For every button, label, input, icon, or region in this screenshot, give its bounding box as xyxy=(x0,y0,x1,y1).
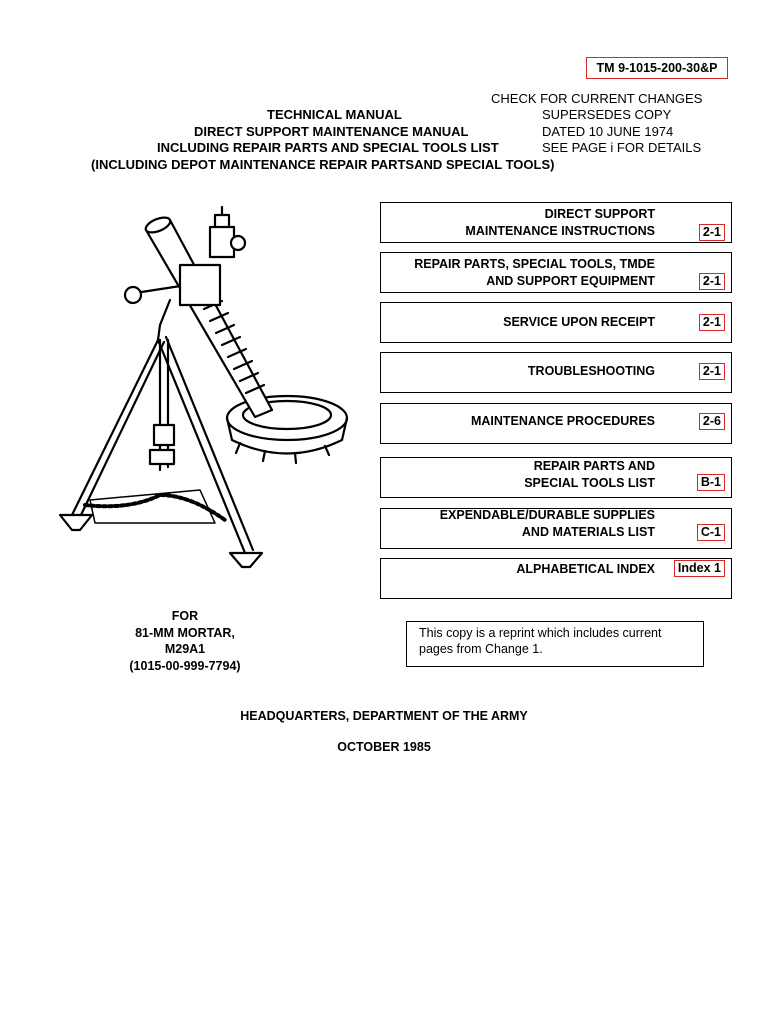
section-troubleshooting[interactable] xyxy=(380,352,732,393)
section-page-link[interactable]: B-1 xyxy=(697,474,725,491)
for-label: FOR xyxy=(171,609,199,623)
equipment-model: M29A1 xyxy=(164,642,206,656)
publication-date: OCTOBER 1985 xyxy=(337,740,431,754)
section-label-line-1: SERVICE UPON RECEIPT xyxy=(503,315,655,329)
section-page-link[interactable]: 2-6 xyxy=(699,413,725,430)
section-page-link[interactable]: Index 1 xyxy=(674,560,725,577)
supersedes-notice xyxy=(542,107,701,157)
section-label xyxy=(516,561,655,578)
section-label xyxy=(465,206,655,239)
section-label-line-1: EXPENDABLE/DURABLE SUPPLIES xyxy=(439,508,655,522)
section-page-link[interactable]: 2-1 xyxy=(699,314,725,331)
headquarters-line: HEADQUARTERS, DEPARTMENT OF THE ARMY xyxy=(240,709,528,723)
section-label-line-1: MAINTENANCE PROCEDURES xyxy=(470,414,655,428)
section-expendable-supplies[interactable] xyxy=(380,508,732,549)
section-label-line-2: AND MATERIALS LIST xyxy=(521,524,655,539)
mortar-illustration xyxy=(50,205,360,585)
section-label xyxy=(440,507,655,540)
section-label xyxy=(524,458,655,491)
see-page-line: SEE PAGE i FOR DETAILS xyxy=(542,140,702,155)
title-line-2: DIRECT SUPPORT MAINTENANCE MANUAL xyxy=(194,123,469,139)
supersedes-line: SUPERSEDES COPY xyxy=(542,107,672,122)
equipment-nsn: (1015-00-999-7794) xyxy=(129,658,241,673)
title-line-1: TECHNICAL MANUAL xyxy=(267,107,402,122)
section-service-upon-receipt[interactable] xyxy=(380,302,732,343)
section-label-line-1: REPAIR PARTS AND xyxy=(533,459,655,473)
section-repair-parts-list[interactable] xyxy=(380,457,732,498)
equipment-designation xyxy=(90,608,280,674)
section-direct-support[interactable] xyxy=(380,202,732,243)
section-label-line-2: MAINTENANCE INSTRUCTIONS xyxy=(465,223,655,238)
section-label xyxy=(471,413,655,430)
check-changes-notice: CHECK FOR CURRENT CHANGES xyxy=(491,91,703,106)
section-label-line-2: SPECIAL TOOLS LIST xyxy=(524,475,655,490)
dated-line: DATED 10 JUNE 1974 xyxy=(542,123,674,139)
section-alphabetical-index[interactable] xyxy=(380,558,732,599)
title-line-3: INCLUDING REPAIR PARTS AND SPECIAL TOOLS LIST xyxy=(157,140,499,155)
section-label xyxy=(503,314,655,331)
tm-number: TM 9-1015-200-30&P xyxy=(586,57,728,79)
reprint-note: This copy is a reprint which includes current pages from Change 1. xyxy=(406,621,704,667)
equipment-name: 81-MM MORTAR, xyxy=(135,625,235,640)
section-page-link[interactable]: 2-1 xyxy=(699,273,725,290)
section-page-link[interactable]: 2-1 xyxy=(699,224,725,241)
section-label xyxy=(414,256,655,289)
section-label-line-1: ALPHABETICAL INDEX xyxy=(516,562,655,576)
section-label xyxy=(528,363,655,380)
section-page-link[interactable]: 2-1 xyxy=(699,363,725,380)
section-maintenance-procedures[interactable] xyxy=(380,403,732,444)
section-label-line-1: DIRECT SUPPORT xyxy=(544,207,655,221)
section-label-line-2: AND SUPPORT EQUIPMENT xyxy=(486,273,655,288)
section-repair-parts-tmde[interactable] xyxy=(380,252,732,293)
section-label-line-1: TROUBLESHOOTING xyxy=(527,364,655,378)
section-label-line-1: REPAIR PARTS, SPECIAL TOOLS, TMDE xyxy=(414,257,655,271)
section-page-link[interactable]: C-1 xyxy=(697,524,725,541)
title-line-4: (INCLUDING DEPOT MAINTENANCE REPAIR PARTSAND SPECIAL TOOLS) xyxy=(91,156,555,172)
